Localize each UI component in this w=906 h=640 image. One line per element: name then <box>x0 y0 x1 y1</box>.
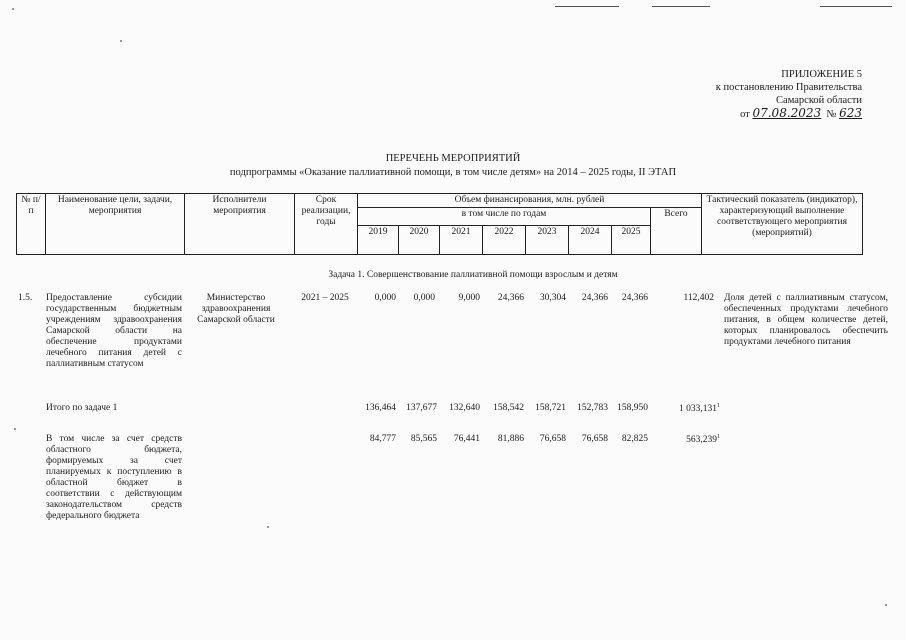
scan-speck <box>14 428 16 430</box>
appendix-block <box>662 68 862 121</box>
cell-value: 24,366 <box>497 293 524 303</box>
cell-value: 76,658 <box>581 434 608 444</box>
cell-value: 132,640 <box>449 403 480 413</box>
cell-value: 137,677 <box>406 403 437 413</box>
document-number: 623 <box>839 106 862 120</box>
header-executor: Исполнители мероприятия <box>185 194 295 255</box>
row-term: 2021 – 2025 <box>301 293 349 303</box>
appendix-date-line: от 07.08.2023 № 623 <box>740 106 862 120</box>
header-indicator: Тактический показатель (индикатор), характеризующий выполнение соответствующего мероприятия (мероприятий) <box>702 194 863 255</box>
table-header <box>16 193 863 255</box>
cell-value: 158,721 <box>535 403 566 413</box>
scan-speck <box>12 8 14 10</box>
header-year: 2019 <box>358 226 399 255</box>
scan-line <box>555 6 619 7</box>
cell-value: 136,464 <box>365 403 396 413</box>
cell-value: 0,000 <box>413 293 435 303</box>
row-executor: Министерство здравоохранения Самарской области <box>197 293 275 325</box>
cell-value: 76,441 <box>453 434 480 444</box>
task-title: Задача 1. Совершенствование паллиативной помощи взрослым и детям <box>328 270 618 280</box>
cell-total: 563,239$^1$ <box>686 434 720 446</box>
cell-value: 84,777 <box>369 434 396 444</box>
scan-line <box>652 6 710 7</box>
header-year: 2021 <box>440 226 483 255</box>
cell-value: 24,366 <box>621 293 648 303</box>
cell-value: 158,950 <box>617 403 648 413</box>
document-date: 07.08.2023 <box>752 106 822 120</box>
scan-speck <box>120 40 122 42</box>
header-num: № п/п <box>17 194 46 255</box>
total-label: Итого по задаче 1 <box>46 403 118 413</box>
row-indicator: Доля детей с паллиативным статусом, обеспеченных продуктами лечебного питания, в общем количестве детей, которых планировалось обеспечить продуктами лечебного питания <box>724 293 888 347</box>
cell-value: 81,886 <box>497 434 524 444</box>
cell-value: 0,000 <box>374 293 396 303</box>
cell-value: 9,000 <box>458 293 480 303</box>
scan-speck <box>267 526 269 528</box>
cell-value: 85,565 <box>410 434 437 444</box>
cell-value: 76,658 <box>539 434 566 444</box>
cell-value: 152,783 <box>577 403 608 413</box>
header-term: Срок реализации, годы <box>295 194 358 255</box>
row-number: 1.5. <box>18 293 33 303</box>
cell-value: 82,825 <box>621 434 648 444</box>
footnote-mark: 1 <box>717 434 720 440</box>
header-year: 2024 <box>569 226 612 255</box>
cell-value: 24,366 <box>581 293 608 303</box>
footnote-mark: 1 <box>717 403 720 409</box>
cell-value: 30,304 <box>539 293 566 303</box>
page-title: ПЕРЕЧЕНЬ МЕРОПРИЯТИЙ <box>385 153 521 164</box>
header-year: 2020 <box>399 226 440 255</box>
cell-total: 112,402 <box>683 293 714 303</box>
header-total: Всего <box>651 208 702 255</box>
appendix-title: ПРИЛОЖЕНИЕ 5 <box>781 69 862 80</box>
header-year: 2025 <box>612 226 651 255</box>
header-year: 2023 <box>526 226 569 255</box>
page-subtitle: подпрограммы «Оказание паллиативной помощи, в том числе детям» на 2014 – 2025 годы, II ЭТАП <box>229 167 677 178</box>
header-year: 2022 <box>483 226 526 255</box>
appendix-line: Самарской области <box>776 95 862 106</box>
appendix-line: к постановлению Правительства <box>715 82 862 93</box>
scan-line <box>820 6 892 7</box>
cell-value: 158,542 <box>493 403 524 413</box>
header-name: Наименование цели, задачи, мероприятия <box>46 194 185 255</box>
scan-speck <box>885 604 887 606</box>
regional-label: В том числе за счет средств областного бюджета, формируемых за счет планируемых к поступлению в областной бюджет в соответствии с действующим законодательством средств федерального бюджета <box>46 434 182 521</box>
header-by-years: в том числе по годам <box>358 208 651 226</box>
row-name: Предоставление субсидии государственным бюджетным учреждениям здравоохранения Самарской области на обеспечение продуктами лечебного питания детей с паллиативным статусом <box>46 293 182 369</box>
header-funding: Объем финансирования, млн. рублей <box>358 194 702 208</box>
cell-total: 1 033,131$^1$ <box>679 403 720 415</box>
